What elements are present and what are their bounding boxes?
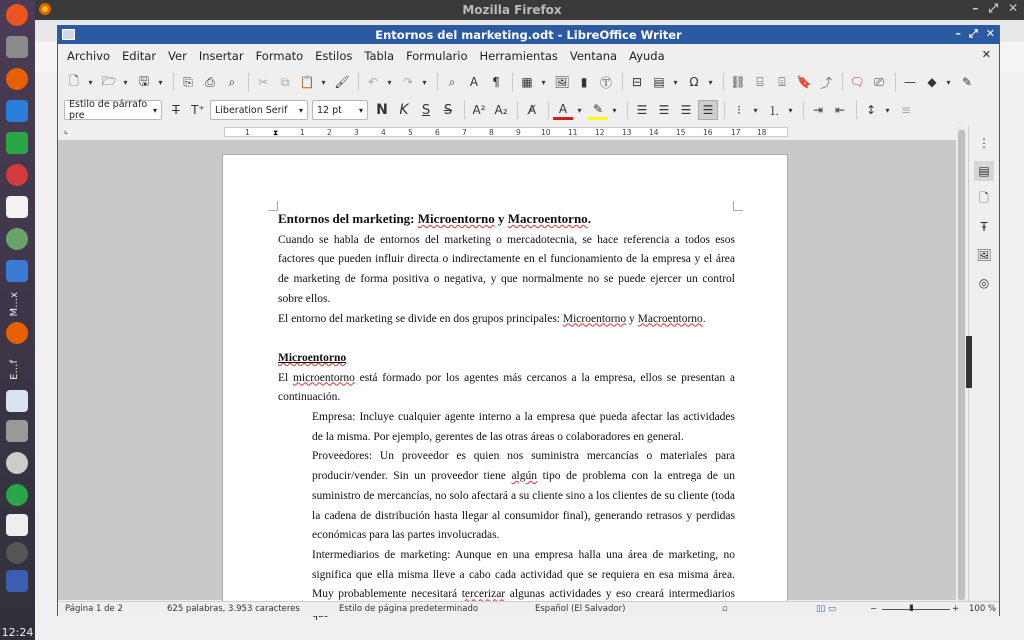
redo-dropdown-icon[interactable]: ▾ xyxy=(422,77,427,87)
save-icon[interactable]: 🖫 xyxy=(138,73,150,88)
bookmark-icon[interactable]: 🔖 xyxy=(796,75,812,89)
zoom-slider[interactable] xyxy=(882,609,950,610)
close-document-icon[interactable]: ✕ xyxy=(981,48,991,61)
page-icon[interactable]: 🗋 xyxy=(979,190,989,205)
insert-textbox-icon[interactable]: Ⓣ xyxy=(599,75,612,90)
paragraph-style-value: Estilo de párrafo pre xyxy=(69,99,148,121)
insert-pagebreak-icon[interactable]: ⊟ xyxy=(631,75,643,89)
bullets-dropdown-icon[interactable]: ▾ xyxy=(753,105,758,115)
top-panel xyxy=(0,0,1024,20)
item-intermediarios: Intermediarios de marketing: Aunque en una empresa halla una área de marketing, no significa que ella misma lleve a cabo cada actividad que se requiera en esa misma área. Muy probablemente necesitará tercerizar algunas actividades y eso creará intermediarios xyxy=(312,548,735,601)
insert-field-icon[interactable]: ▤ xyxy=(653,75,665,89)
formatting-marks-icon[interactable]: ¶ xyxy=(492,75,500,89)
font-size-value: 12 pt xyxy=(317,104,342,116)
update-style-icon[interactable]: T̶ xyxy=(172,103,180,117)
increase-indent-icon[interactable]: ⇥ xyxy=(812,103,824,117)
font-name-combo[interactable] xyxy=(210,100,308,120)
ruler-tick: 18 xyxy=(757,128,767,137)
menu-ver[interactable]: Ver xyxy=(168,49,187,63)
special-character-icon[interactable]: Ω xyxy=(689,75,699,89)
subscript-icon[interactable]: A₂ xyxy=(494,103,508,117)
writer-minimize-icon[interactable]: – xyxy=(955,27,961,40)
clone-formatting-icon[interactable]: 🖌 xyxy=(334,75,350,89)
view-layout-icons[interactable]: ▯▯ ▭ xyxy=(816,604,837,614)
ruler-tick: 4 xyxy=(381,128,386,137)
menu-herramientas[interactable]: Herramientas xyxy=(479,49,558,63)
menu-formulario[interactable]: Formulario xyxy=(406,49,468,63)
top-panel-title: Mozilla Firefox xyxy=(462,3,562,17)
status-wordcount[interactable]: 625 palabras, 3.953 caracteres xyxy=(167,604,300,614)
footnote-icon[interactable]: ⌸ xyxy=(756,74,764,89)
insert-mode-icon[interactable]: ▫ xyxy=(722,604,728,614)
dock xyxy=(0,0,35,640)
basic-shapes-icon[interactable]: ◆ xyxy=(927,75,937,89)
document-page[interactable] xyxy=(222,154,788,614)
paragraph-groups: El entorno del marketing se divide en dos grupos principales: Microentorno y Macroentorno. xyxy=(278,312,706,325)
document-body[interactable] xyxy=(278,209,735,625)
open-dropdown-icon[interactable]: ▾ xyxy=(123,77,128,87)
ruler-tick: 12 xyxy=(595,128,605,137)
menu-ventana[interactable]: Ventana xyxy=(569,49,618,63)
document-icon[interactable] xyxy=(6,196,28,218)
close-icon[interactable]: ✕ xyxy=(1007,1,1018,15)
formatting-toolbar xyxy=(58,96,999,124)
strikethrough-icon[interactable]: S xyxy=(443,102,453,118)
line-spacing-icon[interactable]: ↕ xyxy=(865,103,877,117)
writer-window xyxy=(57,25,1000,616)
status-page[interactable]: Página 1 de 2 xyxy=(65,604,123,614)
files-drawer-icon[interactable] xyxy=(6,36,28,58)
ruler-row xyxy=(58,125,999,139)
eject-icon[interactable] xyxy=(6,420,28,442)
ruler-tick: 7 xyxy=(462,128,467,137)
sidebar-deck xyxy=(968,125,999,601)
horizontal-ruler[interactable] xyxy=(224,127,788,137)
ruler-tick: 10 xyxy=(541,128,551,137)
chevron-down-icon: ▾ xyxy=(298,105,303,115)
endnote-icon[interactable]: ⌹ xyxy=(778,74,786,89)
menu-estilos[interactable]: Estilos xyxy=(315,49,353,63)
indent-marker-icon[interactable]: ⧗ xyxy=(273,128,279,137)
bullets-icon[interactable]: ⁝ xyxy=(737,103,741,117)
gallery-icon[interactable]: 🖼 xyxy=(976,248,992,262)
comment-icon[interactable]: 🗨 xyxy=(849,75,865,89)
hyperlink-icon[interactable]: ⛓ xyxy=(730,75,746,89)
underline-icon[interactable]: S xyxy=(421,102,431,118)
item-proveedores: Proveedores: Un proveedor es quien nos suministra mercancías o materiales para producir/vender. Sin un proveedor tiene algún tipo de problema con la entrega de un suministro de mercancías, no solo afectará a su cliente sino a los clientes de su cliente (toda la cadena de distribución hasta llegar al consumidor final), generando retrasos y perdidas económicas para las partes involucradas. xyxy=(312,450,735,542)
numbering-dropdown-icon[interactable]: ▾ xyxy=(788,105,793,115)
copy-icon[interactable]: ⧉ xyxy=(280,74,290,89)
firefox-dock-icon[interactable] xyxy=(6,68,28,90)
ubuntu-icon[interactable] xyxy=(6,4,28,26)
new-document-icon[interactable]: 🗋 xyxy=(69,73,79,88)
decrease-indent-icon[interactable]: ⇤ xyxy=(834,103,846,117)
network-icon[interactable] xyxy=(6,164,28,186)
firefox-window-icon[interactable] xyxy=(6,322,28,344)
window-title: Entornos del marketing.odt - LibreOffice Writer xyxy=(375,28,682,42)
heading-microentorno: Microentorno xyxy=(278,351,347,364)
align-center-icon[interactable]: ☰ xyxy=(658,103,670,117)
ruler-tick: 8 xyxy=(489,128,494,137)
sidebar-menu-icon[interactable]: ⋮ xyxy=(978,136,990,150)
save-dropdown-icon[interactable]: ▾ xyxy=(158,77,163,87)
print-icon[interactable]: ⎙ xyxy=(205,74,215,89)
menu-formato[interactable]: Formato xyxy=(255,49,304,63)
menu-insertar[interactable]: Insertar xyxy=(198,49,244,63)
align-left-icon[interactable]: ☰ xyxy=(636,103,648,117)
maximize-icon[interactable]: ⤢ xyxy=(988,1,998,15)
insert-table-icon[interactable]: ▦ xyxy=(521,75,533,89)
window-controls xyxy=(962,1,1018,16)
terminal-arrow-icon[interactable] xyxy=(6,132,28,154)
writer-close-icon[interactable]: ✕ xyxy=(985,27,995,40)
dock-label-ef[interactable]: E…f xyxy=(9,360,20,380)
writer-window-controls xyxy=(947,27,995,41)
track-changes-icon[interactable]: ⎚ xyxy=(874,74,884,89)
power-icon[interactable] xyxy=(6,484,28,506)
new-dropdown-icon[interactable]: ▾ xyxy=(88,77,93,87)
volume-icon[interactable] xyxy=(6,452,28,474)
vertical-scrollbar[interactable] xyxy=(957,127,966,601)
font-name-value: Liberation Serif xyxy=(215,104,288,116)
chevron-down-icon: ▾ xyxy=(152,105,157,115)
zoom-level[interactable]: 100 % xyxy=(969,604,997,614)
document-title: Entornos del marketing: Microentorno y Macroentorno. xyxy=(278,211,591,226)
ruler-tick: 15 xyxy=(676,128,686,137)
scrollbar-thumb[interactable] xyxy=(958,130,965,600)
empty-paragraph xyxy=(278,329,735,349)
zoom-in-icon[interactable]: + xyxy=(952,604,960,614)
line-icon[interactable]: — xyxy=(904,75,916,89)
menu-ayuda[interactable]: Ayuda xyxy=(629,49,665,63)
font-color-icon[interactable]: A xyxy=(553,100,573,120)
cross-reference-icon[interactable]: ⤴ xyxy=(819,75,832,90)
undo-dropdown-icon[interactable]: ▾ xyxy=(387,77,392,87)
ruler-tick: 17 xyxy=(731,128,741,137)
export-pdf-icon[interactable]: ⎘ xyxy=(183,74,193,89)
wifi-icon[interactable] xyxy=(6,542,28,564)
new-style-icon[interactable]: T⁺ xyxy=(191,103,205,117)
ruler-tick: 9 xyxy=(516,128,521,137)
sidebar-collapse-handle[interactable] xyxy=(966,336,972,388)
ruler-tick: 11 xyxy=(568,128,578,137)
styles-icon[interactable]: Ŧ xyxy=(980,220,988,234)
zoom-slider-knob[interactable]: ▮ xyxy=(909,603,914,613)
ruler-tick: 5 xyxy=(408,128,413,137)
dock-label-mx[interactable]: M…x xyxy=(9,292,20,317)
ruler-tick: 3 xyxy=(354,128,359,137)
font-color-dropdown-icon[interactable]: ▾ xyxy=(577,105,582,115)
justify-icon[interactable]: ☰ xyxy=(698,100,718,120)
apps-grid-icon[interactable] xyxy=(6,570,28,592)
insert-chart-icon[interactable]: ▮ xyxy=(580,75,588,89)
ruler-tick: 16 xyxy=(703,128,713,137)
clock: 12:24 xyxy=(1,626,34,639)
menu-tabla[interactable]: Tabla xyxy=(364,49,395,63)
document-workarea xyxy=(58,140,956,600)
status-language[interactable]: Español (El Salvador) xyxy=(535,604,626,614)
menu-editar[interactable]: Editar xyxy=(122,49,157,63)
open-folder-icon[interactable]: 🗁 xyxy=(101,73,117,88)
page-corner-mark xyxy=(268,201,278,211)
draw-functions-icon[interactable]: ✎ xyxy=(961,75,973,89)
field-dropdown-icon[interactable]: ▾ xyxy=(673,77,678,87)
cut-icon[interactable]: ✂ xyxy=(257,75,269,89)
ruler-tick: 2 xyxy=(327,128,332,137)
writer-titlebar xyxy=(58,26,999,44)
line-spacing-dropdown-icon[interactable]: ▾ xyxy=(885,105,890,115)
display-icon[interactable] xyxy=(6,260,28,282)
spelling-icon[interactable]: A xyxy=(469,75,479,89)
settings-gear-icon[interactable] xyxy=(6,228,28,250)
zoom-out-icon[interactable]: − xyxy=(870,604,878,614)
font-size-combo[interactable] xyxy=(312,100,368,120)
standard-toolbar xyxy=(58,68,999,96)
superscript-icon[interactable]: A² xyxy=(472,103,486,117)
chevron-down-icon: ▾ xyxy=(358,105,363,115)
ruler-tick: 1 xyxy=(245,128,250,137)
find-replace-icon[interactable]: ⌕ xyxy=(448,74,456,89)
shapes-dropdown-icon[interactable]: ▾ xyxy=(946,77,951,87)
highlight-color-icon[interactable]: ✎ xyxy=(588,100,608,120)
status-bar xyxy=(58,601,999,616)
menu-archivo[interactable]: Archivo xyxy=(67,49,110,63)
writer-maximize-icon[interactable]: ⤢ xyxy=(968,27,978,40)
clear-formatting-icon[interactable]: A̸ xyxy=(527,103,537,117)
highlight-dropdown-icon[interactable]: ▾ xyxy=(612,105,617,115)
align-right-icon[interactable]: ☰ xyxy=(680,103,692,117)
paragraph-microentorno: El microentorno está formado por los agentes más cercanos a la empresa, ellos se presentan a continuación. xyxy=(278,371,735,404)
menubar xyxy=(58,44,999,68)
status-page-style[interactable]: Estilo de página predeterminado xyxy=(339,604,479,614)
navigator-icon[interactable]: ◎ xyxy=(978,276,990,290)
paste-dropdown-icon[interactable]: ▾ xyxy=(321,77,326,87)
minimize-icon[interactable]: – xyxy=(972,1,979,15)
bold-icon[interactable]: N xyxy=(376,102,388,118)
tab-stop-icon[interactable]: ⌞ xyxy=(64,126,69,136)
ruler-tick: 14 xyxy=(649,128,659,137)
table-dropdown-icon[interactable]: ▾ xyxy=(541,77,546,87)
ruler-tick: 1 xyxy=(300,128,305,137)
properties-icon[interactable]: ▤ xyxy=(974,161,994,181)
italic-icon[interactable]: K xyxy=(399,102,409,118)
ruler-tick: 6 xyxy=(435,128,440,137)
paragraph-style-combo[interactable] xyxy=(64,100,162,120)
clipboard-icon[interactable] xyxy=(6,514,28,536)
special-char-dropdown-icon[interactable]: ▾ xyxy=(708,77,713,87)
dropbox-icon[interactable] xyxy=(6,100,28,122)
undo-icon[interactable]: ↶ xyxy=(367,75,379,89)
insert-image-icon[interactable]: 🖼 xyxy=(554,75,570,89)
ruler-tick: 13 xyxy=(622,128,632,137)
paste-icon[interactable]: 📋 xyxy=(299,75,315,89)
print-preview-icon[interactable]: ⌕ xyxy=(228,74,236,89)
numbering-icon[interactable]: ⒈ xyxy=(767,103,780,118)
writer-window-icon[interactable] xyxy=(6,390,28,412)
item-empresa: Empresa: Incluye cualquier agente interno a la empresa que pueda afectar las actividades de la misma. Por ejemplo, gerentes de las otras áreas o colaboradores en general. xyxy=(312,411,735,443)
paragraph-spacing-icon[interactable]: ≡ xyxy=(900,103,912,117)
paragraph-intro: Cuando se habla de entornos del marketing o mercadotecnia, se hace referencia a todos esos factores que pueden influir directa o indirectamente en el funcionamiento de la empresa y el área de marketing de forma positiva o negativa, y que normalmente no se puede ejercer un control sobre ellos. xyxy=(278,233,735,305)
redo-icon[interactable]: ↷ xyxy=(402,75,414,89)
